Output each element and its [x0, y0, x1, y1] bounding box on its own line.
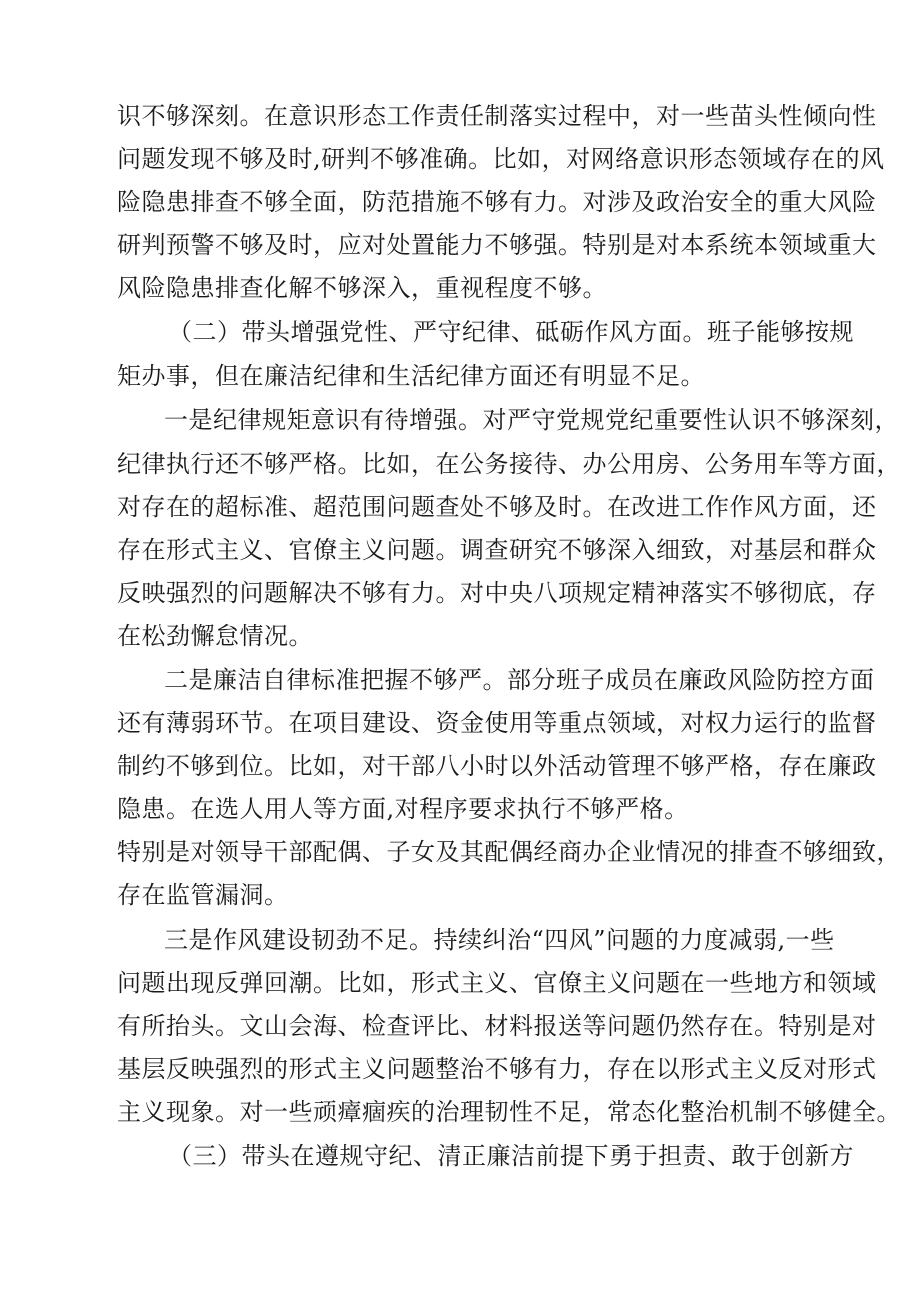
- text-line: 隐患。在选人用人等方面,对程序要求执行不够严格。: [117, 795, 689, 823]
- text-line: 存在形式主义、官僚主义问题。调查研究不够深入细致，对基层和群众: [117, 536, 877, 564]
- text-line: 对存在的超标准、超范围问题查处不够及时。在改进工作作风方面，还: [117, 493, 877, 521]
- text-line: 还有薄弱环节。在项目建设、资金使用等重点领域，对权力运行的监督: [117, 709, 877, 737]
- text-line: 险隐患排查不够全面，防范措施不够有力。对涉及政治安全的重大风险: [117, 188, 877, 216]
- text-line: 在松劲懈怠情况。: [117, 622, 313, 650]
- text-line: 反映强烈的问题解决不够有力。对中央八项规定精神落实不够彻底，存: [117, 579, 877, 607]
- paragraph-start: 一是纪律规矩意识有待增强。对严守党规党纪重要性认识不够深刻，: [164, 406, 899, 434]
- text-line: 风险隐患排查化解不够深入，重视程度不够。: [117, 274, 607, 302]
- text-line: 识不够深刻。在意识形态工作责任制落实过程中，对一些苗头性倾向性: [117, 102, 877, 130]
- text-line: 问题发现不够及时,研判不够准确。比如，对网络意识形态领域存在的风: [117, 145, 885, 173]
- text-line: 特别是对领导干部配偶、子女及其配偶经商办企业情况的排查不够细致，: [117, 838, 901, 866]
- text-line: 有所抬头。文山会海、检查评比、材料报送等问题仍然存在。特别是对: [117, 1012, 877, 1040]
- text-line: 问题出现反弹回潮。比如，形式主义、官僚主义问题在一些地方和领域: [117, 969, 877, 997]
- text-line: 纪律执行还不够严格。比如，在公务接待、办公用房、公务用车等方面，: [117, 450, 901, 478]
- text-line: 研判预警不够及时，应对处置能力不够强。特别是对本系统本领域重大: [117, 231, 877, 259]
- section-heading: （三）带头在遵规守纪、清正廉洁前提下勇于担责、敢于创新方: [168, 1142, 854, 1170]
- text-line: 矩办事，但在廉洁纪律和生活纪律方面还有明显不足。: [117, 362, 705, 390]
- text-line: 存在监管漏洞。: [117, 881, 289, 909]
- text-line: 基层反映强烈的形式主义问题整治不够有力，存在以形式主义反对形式: [117, 1055, 877, 1083]
- text-line: 制约不够到位。比如，对干部八小时以外活动管理不够严格，存在廉政: [117, 752, 877, 780]
- paragraph-start: 三是作风建设韧劲不足。持续纠治“四风”问题的力度减弱,一些: [164, 926, 835, 954]
- section-heading: （二）带头增强党性、严守纪律、砥砺作风方面。班子能够按规: [168, 318, 854, 346]
- paragraph-start: 二是廉洁自律标准把握不够严。部分班子成员在廉政风险防控方面: [164, 666, 875, 694]
- text-line: 主义现象。对一些顽瘴痼疾的治理韧性不足，常态化整治机制不够健全。: [117, 1098, 901, 1126]
